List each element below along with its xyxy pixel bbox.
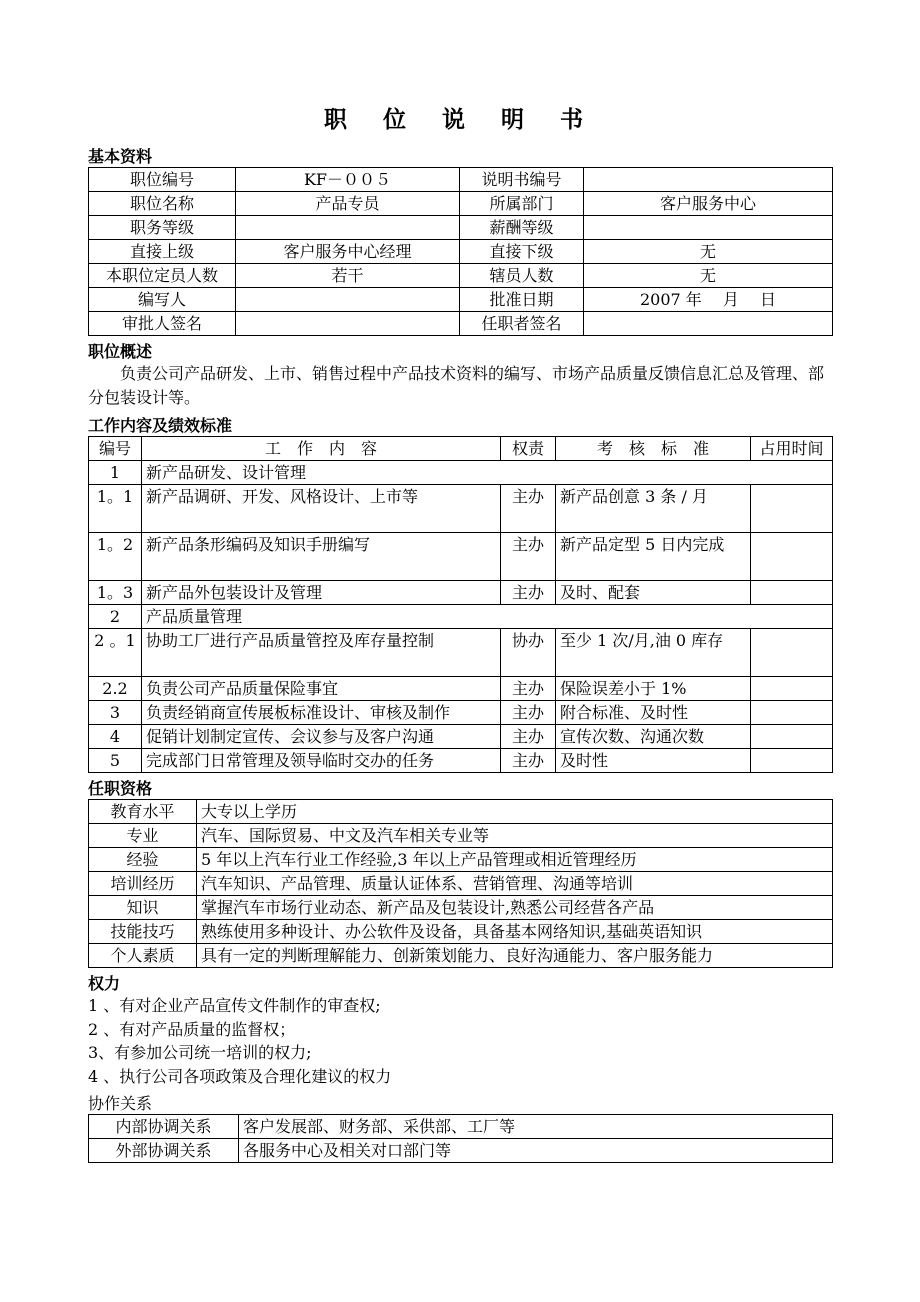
coop-label: 内部协调关系 <box>89 1115 239 1139</box>
power-item: 4 、执行公司各项政策及合理化建议的权力 <box>88 1066 392 1086</box>
basic-label: 本职位定员人数 <box>89 264 236 288</box>
work-row <box>89 677 833 701</box>
basic-row <box>89 216 833 240</box>
qual-row <box>89 944 833 968</box>
work-duty: 主办 <box>501 725 556 749</box>
work-content: 新产品条形编码及知识手册编写 <box>142 533 501 581</box>
basic-value <box>584 216 833 240</box>
section-overview-heading: 职位概述 <box>88 342 153 361</box>
basic-label: 批准日期 <box>460 288 584 312</box>
document <box>88 100 833 1163</box>
section-coop-heading: 协作关系 <box>88 1094 153 1113</box>
basic-value <box>584 312 833 336</box>
basic-row <box>89 168 833 192</box>
qual-value: 5 年以上汽车行业工作经验,3 年以上产品管理或相近管理经历 <box>197 848 833 872</box>
basic-value: 客户服务中心 <box>584 192 833 216</box>
work-time <box>751 749 833 773</box>
qual-value: 熟练使用多种设计、办公软件及设备，具备基本网络知识,基础英语知识 <box>197 920 833 944</box>
work-header-time: 占用时间 <box>751 437 833 461</box>
work-time <box>751 581 833 605</box>
qual-row <box>89 872 833 896</box>
work-time <box>751 485 833 533</box>
qual-value: 掌握汽车市场行业动态、新产品及包装设计,熟悉公司经营各产品 <box>197 896 833 920</box>
work-no: 2.2 <box>89 677 142 701</box>
basic-value: 若干 <box>236 264 460 288</box>
page-title: 职 位 说 明 书 <box>323 106 598 133</box>
basic-value: 2007 年 月 日 <box>584 288 833 312</box>
basic-label: 直接下级 <box>460 240 584 264</box>
basic-row <box>89 264 833 288</box>
basic-row <box>89 192 833 216</box>
overview-text: 负责公司产品研发、上市、销售过程中产品技术资料的编写、市场产品质量反馈信息汇总及管理、部分包装设计等。 <box>88 364 825 407</box>
work-group-title: 产品质量管理 <box>142 605 833 629</box>
qual-label: 个人素质 <box>89 944 197 968</box>
basic-label: 直接上级 <box>89 240 236 264</box>
work-no: 1。2 <box>89 533 142 581</box>
work-no: 1。1 <box>89 485 142 533</box>
work-content: 协助工厂进行产品质量管控及库存量控制 <box>142 629 501 677</box>
work-content: 负责公司产品质量保险事宜 <box>142 677 501 701</box>
qual-row <box>89 848 833 872</box>
coop-label: 外部协调关系 <box>89 1139 239 1163</box>
work-no: 2 <box>89 605 142 629</box>
basic-label: 辖员人数 <box>460 264 584 288</box>
work-no: 1。3 <box>89 581 142 605</box>
section-qual-heading: 任职资格 <box>88 779 153 798</box>
qual-label: 知识 <box>89 896 197 920</box>
basic-value: 客户服务中心经理 <box>236 240 460 264</box>
basic-label: 职位编号 <box>89 168 236 192</box>
work-row <box>89 629 833 677</box>
cooperation-table <box>88 1114 833 1163</box>
basic-label: 薪酬等级 <box>460 216 584 240</box>
work-duty: 主办 <box>501 485 556 533</box>
work-content: 完成部门日常管理及领导临时交办的任务 <box>142 749 501 773</box>
qual-label: 教育水平 <box>89 800 197 824</box>
work-content: 促销计划制定宣传、会议参与及客户沟通 <box>142 725 501 749</box>
work-time <box>751 701 833 725</box>
basic-info-table <box>88 167 833 336</box>
work-row <box>89 485 833 533</box>
qual-value: 具有一定的判断理解能力、创新策划能力、良好沟通能力、客户服务能力 <box>197 944 833 968</box>
basic-value <box>584 168 833 192</box>
basic-value <box>236 216 460 240</box>
work-standard: 及时性 <box>556 749 751 773</box>
work-time <box>751 629 833 677</box>
work-row <box>89 605 833 629</box>
work-row <box>89 749 833 773</box>
power-item: 2 、有对产品质量的监督权； <box>88 1019 296 1039</box>
power-item: 3、有参加公司统一培训的权力; <box>88 1043 312 1062</box>
work-duty: 主办 <box>501 677 556 701</box>
work-header-no: 编号 <box>89 437 142 461</box>
basic-value: 产品专员 <box>236 192 460 216</box>
work-standard: 附合标准、及时性 <box>556 701 751 725</box>
work-no: 4 <box>89 725 142 749</box>
work-duty: 主办 <box>501 533 556 581</box>
qual-row <box>89 896 833 920</box>
work-standard: 宣传次数、沟通次数 <box>556 725 751 749</box>
coop-row <box>89 1139 833 1163</box>
basic-label: 任职者签名 <box>460 312 584 336</box>
power-list <box>88 994 833 1088</box>
qual-label: 经验 <box>89 848 197 872</box>
work-standard: 及时、配套 <box>556 581 751 605</box>
work-row <box>89 461 833 485</box>
work-standard: 保险误差小于 1% <box>556 677 751 701</box>
coop-row <box>89 1115 833 1139</box>
work-time <box>751 677 833 701</box>
power-item: 1 、有对企业产品宣传文件制作的审查权; <box>88 996 381 1015</box>
work-time <box>751 533 833 581</box>
work-duty: 协办 <box>501 629 556 677</box>
work-content: 新产品外包装设计及管理 <box>142 581 501 605</box>
basic-label: 说明书编号 <box>460 168 584 192</box>
section-work-heading: 工作内容及绩效标准 <box>88 416 233 435</box>
qual-value: 大专以上学历 <box>197 800 833 824</box>
qualification-table <box>88 799 833 968</box>
basic-label: 审批人签名 <box>89 312 236 336</box>
basic-row <box>89 288 833 312</box>
work-row <box>89 701 833 725</box>
basic-label: 职务等级 <box>89 216 236 240</box>
basic-value: KF－００５ <box>236 168 460 192</box>
work-standard: 新产品创意 3 条 / 月 <box>556 485 751 533</box>
work-content: 新产品调研、开发、风格设计、上市等 <box>142 485 501 533</box>
qual-value: 汽车、国际贸易、中文及汽车相关专业等 <box>197 824 833 848</box>
work-header-content: 工 作 内 容 <box>142 437 501 461</box>
basic-label: 编写人 <box>89 288 236 312</box>
work-content: 负责经销商宣传展板标准设计、审核及制作 <box>142 701 501 725</box>
basic-value: 无 <box>584 240 833 264</box>
qual-row <box>89 824 833 848</box>
work-duty: 主办 <box>501 581 556 605</box>
work-standard: 至少 1 次/月,油 0 库存 <box>556 629 751 677</box>
work-no: 5 <box>89 749 142 773</box>
basic-label: 所属部门 <box>460 192 584 216</box>
work-no: 1 <box>89 461 142 485</box>
qual-label: 培训经历 <box>89 872 197 896</box>
qual-value: 汽车知识、产品管理、质量认证体系、营销管理、沟通等培训 <box>197 872 833 896</box>
work-group-title: 新产品研发、设计管理 <box>142 461 833 485</box>
basic-row <box>89 240 833 264</box>
work-row <box>89 581 833 605</box>
work-header-duty: 权责 <box>501 437 556 461</box>
work-table <box>88 436 833 773</box>
coop-value: 客户发展部、财务部、采供部、工厂等 <box>239 1115 833 1139</box>
qual-row <box>89 800 833 824</box>
qual-row <box>89 920 833 944</box>
work-duty: 主办 <box>501 701 556 725</box>
basic-value <box>236 312 460 336</box>
coop-value: 各服务中心及相关对口部门等 <box>239 1139 833 1163</box>
basic-value: 无 <box>584 264 833 288</box>
qual-label: 技能技巧 <box>89 920 197 944</box>
basic-label: 职位名称 <box>89 192 236 216</box>
section-power-heading: 权力 <box>88 974 121 993</box>
section-basic-heading: 基本资料 <box>88 147 153 166</box>
work-no: 3 <box>89 701 142 725</box>
qual-label: 专业 <box>89 824 197 848</box>
basic-value <box>236 288 460 312</box>
work-no: 2 。1 <box>89 629 142 677</box>
work-time <box>751 725 833 749</box>
work-standard: 新产品定型 5 日内完成 <box>556 533 751 581</box>
basic-row <box>89 312 833 336</box>
work-header-standard: 考 核 标 准 <box>556 437 751 461</box>
work-duty: 主办 <box>501 749 556 773</box>
work-row <box>89 725 833 749</box>
work-row <box>89 533 833 581</box>
